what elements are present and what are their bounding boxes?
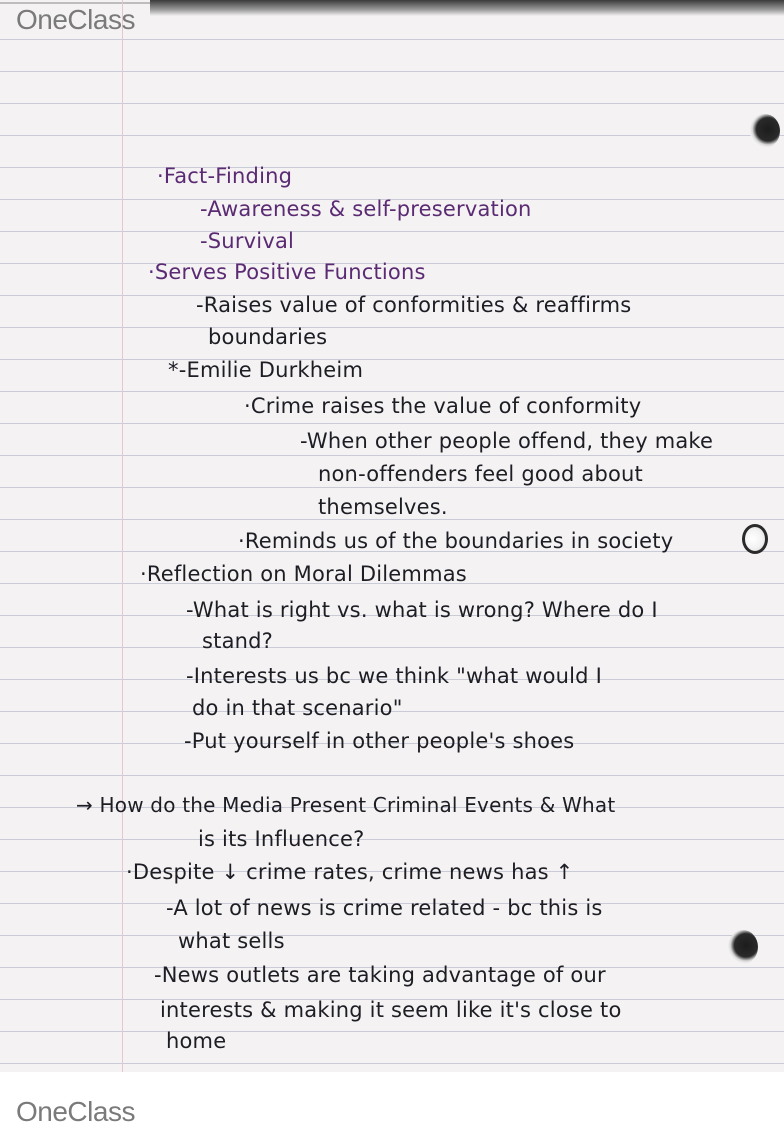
note-line: what sells <box>178 929 285 953</box>
note-line: ·Reminds us of the boundaries in society <box>238 529 674 553</box>
note-line: ·Despite ↓ crime rates, crime news has ↑ <box>126 860 574 884</box>
note-line: home <box>166 1029 227 1053</box>
note-line: interests & making it seem like it's close to <box>160 998 622 1022</box>
note-heading: ·Serves Positive Functions <box>148 260 426 284</box>
punch-hole-top <box>750 114 780 148</box>
margin-line <box>122 0 123 1072</box>
note-line: boundaries <box>208 325 328 349</box>
note-line: *-Emilie Durkheim <box>168 358 364 382</box>
note-line: -A lot of news is crime related - bc this is <box>166 896 603 920</box>
note-line: -Awareness & self-preservation <box>200 197 532 221</box>
note-heading: ·Fact-Finding <box>157 164 293 188</box>
note-line: -News outlets are taking advantage of our <box>154 963 606 987</box>
note-heading: ·Reflection on Moral Dilemmas <box>140 562 467 586</box>
footer-bar <box>0 1072 784 1126</box>
note-heading: → How do the Media Present Criminal Events & What <box>76 793 616 817</box>
note-line: -Survival <box>200 229 295 253</box>
note-line: -What is right vs. what is wrong? Where do I <box>186 598 658 622</box>
note-line: is its Influence? <box>198 827 365 851</box>
punch-hole-bottom <box>728 930 758 964</box>
note-line: -Interests us bc we think "what would I <box>186 664 602 688</box>
note-line: stand? <box>202 629 274 653</box>
oneclass-logo-top: OneClass <box>16 4 135 35</box>
punch-hole-middle <box>742 524 768 554</box>
note-line: -When other people offend, they make <box>300 429 714 453</box>
note-line: non-offenders feel good about <box>318 462 643 486</box>
binder-shadow <box>150 0 784 16</box>
oneclass-logo-bottom: OneClass <box>16 1096 135 1127</box>
note-line: -Put yourself in other people's shoes <box>184 729 575 753</box>
note-line: themselves. <box>318 495 448 519</box>
note-line: do in that scenario" <box>192 696 403 720</box>
note-line: -Raises value of conformities & reaffirms <box>196 293 632 317</box>
note-line: ·Crime raises the value of conformity <box>244 394 642 418</box>
